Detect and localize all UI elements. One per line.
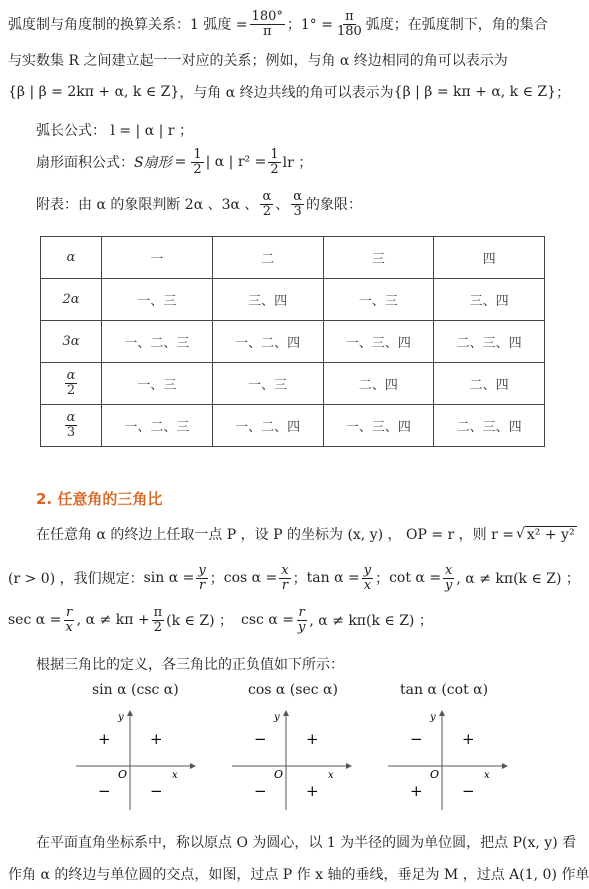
- x-axis-label: x: [172, 770, 178, 781]
- intro-text: 弧度；在弧度制下，角的集合: [365, 17, 548, 34]
- separator: 、: [275, 197, 290, 214]
- semicolon: ；: [375, 571, 390, 588]
- sec-mid: , α ≠ kπ +: [76, 612, 150, 629]
- formula: {β | β = 2kπ + α, k ∈ Z}: [8, 84, 180, 100]
- fraction: $\frac{y}{x}$: [363, 563, 372, 593]
- fraction: $\frac{1}{2}$: [270, 147, 279, 177]
- fraction: $\frac{1}{2}$: [193, 147, 202, 177]
- diagram-title: cos α (sec α): [248, 682, 338, 698]
- fraction: $\frac{\alpha}{2}$: [66, 368, 76, 398]
- y-axis-arrow: [283, 710, 289, 716]
- semicolon: ；: [209, 571, 224, 588]
- row-label: 3α: [41, 321, 102, 363]
- definition-line-2: [8, 564, 580, 592]
- semicolon: ；: [292, 571, 307, 588]
- quadrant-4-sign: −: [462, 782, 475, 800]
- cot-tail: , α ≠ kπ(k ∈ Z) ；: [456, 571, 580, 588]
- intro-line-1: [8, 10, 548, 38]
- arc-length-formula: 弧长公式： l = | α | r ；: [36, 123, 193, 139]
- sector-tail: lr ；: [282, 155, 313, 172]
- quadrant-2-sign: −: [254, 730, 267, 748]
- table-cell: 一、三: [102, 279, 213, 321]
- appendix-text: 的象限：: [306, 197, 362, 214]
- sign-diagram-tan: [384, 706, 514, 812]
- table-cell: 一、二、三: [102, 321, 213, 363]
- cos-def: cos α =: [223, 570, 278, 587]
- sector-mid: | α | r² =: [205, 154, 267, 171]
- arc-length-line: [36, 120, 193, 140]
- table-cell: 二、四: [323, 363, 434, 405]
- y-axis-arrow: [127, 710, 133, 716]
- table-cell: 一、二、四: [212, 405, 323, 447]
- row-label: 2α: [41, 279, 102, 321]
- table-header-cell: 三: [323, 237, 434, 279]
- table-header-cell: 二: [212, 237, 323, 279]
- table-header-row: [41, 237, 545, 279]
- sector-s: S扇形: [134, 155, 172, 172]
- intro-text: ；: [556, 85, 571, 101]
- sec-def: sec α =: [8, 612, 62, 629]
- bottom-text: 在平面直角坐标系中，称以原点 O 为圆心，以 1 为半径的圆为单位圆，把点 P(x, y) 看: [36, 835, 577, 851]
- quadrant-4-sign: −: [150, 782, 163, 800]
- table-header-cell: α: [41, 237, 102, 279]
- fraction: $\frac{r}{y}$: [297, 605, 306, 635]
- table-header-cell: 一: [102, 237, 213, 279]
- fraction: $\frac{x}{r}$: [281, 563, 289, 593]
- x-axis-arrow: [502, 763, 508, 769]
- quadrant-3-sign: +: [410, 782, 423, 800]
- sector-area-line: [36, 148, 312, 176]
- formula: {β | β = kπ + α, k ∈ Z}: [393, 84, 557, 100]
- table-row: [41, 405, 545, 447]
- intro-text: 与实数集 R 之间建立起一一对应的关系；例如，与角 α 终边相同的角可以表示为: [8, 53, 508, 69]
- fraction: $\frac{\alpha}{3}$: [293, 189, 302, 219]
- csc-def: csc α =: [241, 612, 294, 629]
- bottom-line-2: [8, 864, 589, 884]
- fraction: $\frac{x}{y}$: [445, 563, 453, 593]
- table-cell: 二、三、四: [434, 321, 545, 363]
- y-axis-label: y: [118, 712, 124, 723]
- origin-label: O: [274, 768, 284, 781]
- sin-def: sin α =: [143, 570, 195, 587]
- definition-line-1: [36, 524, 577, 544]
- fraction: $\frac{y}{r}$: [198, 563, 206, 593]
- origin-label: O: [430, 768, 440, 781]
- quadrant-4-sign: +: [306, 782, 319, 800]
- x-axis-arrow: [346, 763, 352, 769]
- quadrant-1-sign: +: [150, 730, 163, 748]
- quadrant-1-sign: +: [462, 730, 475, 748]
- table-row: [41, 279, 545, 321]
- x-axis-label: x: [484, 770, 490, 781]
- quadrant-2-sign: −: [410, 730, 423, 748]
- sector-label: 扇形面积公式：: [36, 155, 134, 172]
- quadrant-1-sign: +: [306, 730, 319, 748]
- fraction: $\frac{\alpha}{3}$: [66, 410, 76, 440]
- quadrant-3-sign: −: [254, 782, 267, 800]
- definition-text: 在任意角 α 的终边上任取一点 P ，设 P 的坐标为 (x, y) ， OP = r ，则 r =: [36, 527, 514, 543]
- section-title: 2. 任意角的三角比: [36, 490, 163, 508]
- table-cell: 一、三: [102, 363, 213, 405]
- x-axis-label: x: [328, 770, 334, 781]
- sec-tail: (k ∈ Z) ；: [166, 613, 234, 630]
- equals: =: [174, 154, 187, 171]
- sqrt-content: x² + y²: [526, 526, 575, 543]
- intro-text: ，与角 α 终边共线的角可以表示为: [179, 85, 394, 101]
- intro-line-3: [8, 82, 570, 102]
- diagram-title: tan α (cot α): [400, 682, 489, 698]
- intro-text: 弧度制与角度制的换算关系：1 弧度 =: [8, 17, 248, 34]
- table-cell: 三、四: [434, 279, 545, 321]
- row-label: [41, 405, 102, 447]
- appendix-line: [36, 190, 362, 218]
- bottom-line-1: [36, 832, 576, 852]
- fraction: $\frac{\pi}{2}$: [153, 605, 163, 635]
- sign-diagram-sin: [72, 706, 202, 812]
- quadrant-2-sign: +: [98, 730, 111, 748]
- table-header-cell: 四: [434, 237, 545, 279]
- sign-intro-text: 根据三角比的定义，各三角比的正负值如下所示：: [36, 657, 344, 673]
- sign-intro-line: [36, 654, 344, 674]
- x-axis-arrow: [190, 763, 196, 769]
- y-axis-label: y: [274, 712, 280, 723]
- fraction: $\frac{\pi}{180}$: [336, 9, 362, 39]
- fraction: $\frac{r}{x}$: [65, 605, 73, 635]
- y-axis-label: y: [430, 712, 436, 723]
- table-cell: 一、三、四: [323, 321, 434, 363]
- tan-def: tan α =: [306, 570, 360, 587]
- definition-text: (r > 0) ，我们规定：: [8, 571, 144, 588]
- sqrt-symbol: √: [515, 526, 525, 542]
- table-row: [41, 363, 545, 405]
- table-cell: 二、四: [434, 363, 545, 405]
- cot-def: cot α =: [389, 570, 442, 587]
- bottom-text: 作角 α 的终边与单位圆的交点，如图，过点 P 作 x 轴的垂线，垂足为 M ，过点 A(1, 0) 作单: [8, 867, 589, 883]
- table-row: [41, 321, 545, 363]
- quadrant-3-sign: −: [98, 782, 111, 800]
- table-cell: 三、四: [212, 279, 323, 321]
- definition-line-3: [8, 606, 433, 634]
- intro-text: ；1° =: [286, 17, 333, 34]
- table-cell: 二、三、四: [434, 405, 545, 447]
- sign-diagram-cos: [228, 706, 358, 812]
- diagram-title: sin α (csc α): [92, 682, 179, 698]
- fraction: $\frac{180^\circ}{\pi}$: [251, 9, 283, 39]
- origin-label: O: [118, 768, 128, 781]
- quadrant-table: [40, 236, 545, 447]
- csc-tail: , α ≠ kπ(k ∈ Z) ；: [309, 613, 433, 630]
- row-label: [41, 363, 102, 405]
- fraction: $\frac{\alpha}{2}$: [262, 189, 272, 219]
- intro-line-2: [8, 50, 508, 70]
- y-axis-arrow: [439, 710, 445, 716]
- table-cell: 一、二、三: [102, 405, 213, 447]
- table-cell: 一、三、四: [323, 405, 434, 447]
- appendix-text: 附表：由 α 的象限判断 2α 、3α 、: [36, 197, 259, 214]
- table-cell: 一、二、四: [212, 321, 323, 363]
- table-cell: 一、三: [323, 279, 434, 321]
- table-cell: 一、三: [212, 363, 323, 405]
